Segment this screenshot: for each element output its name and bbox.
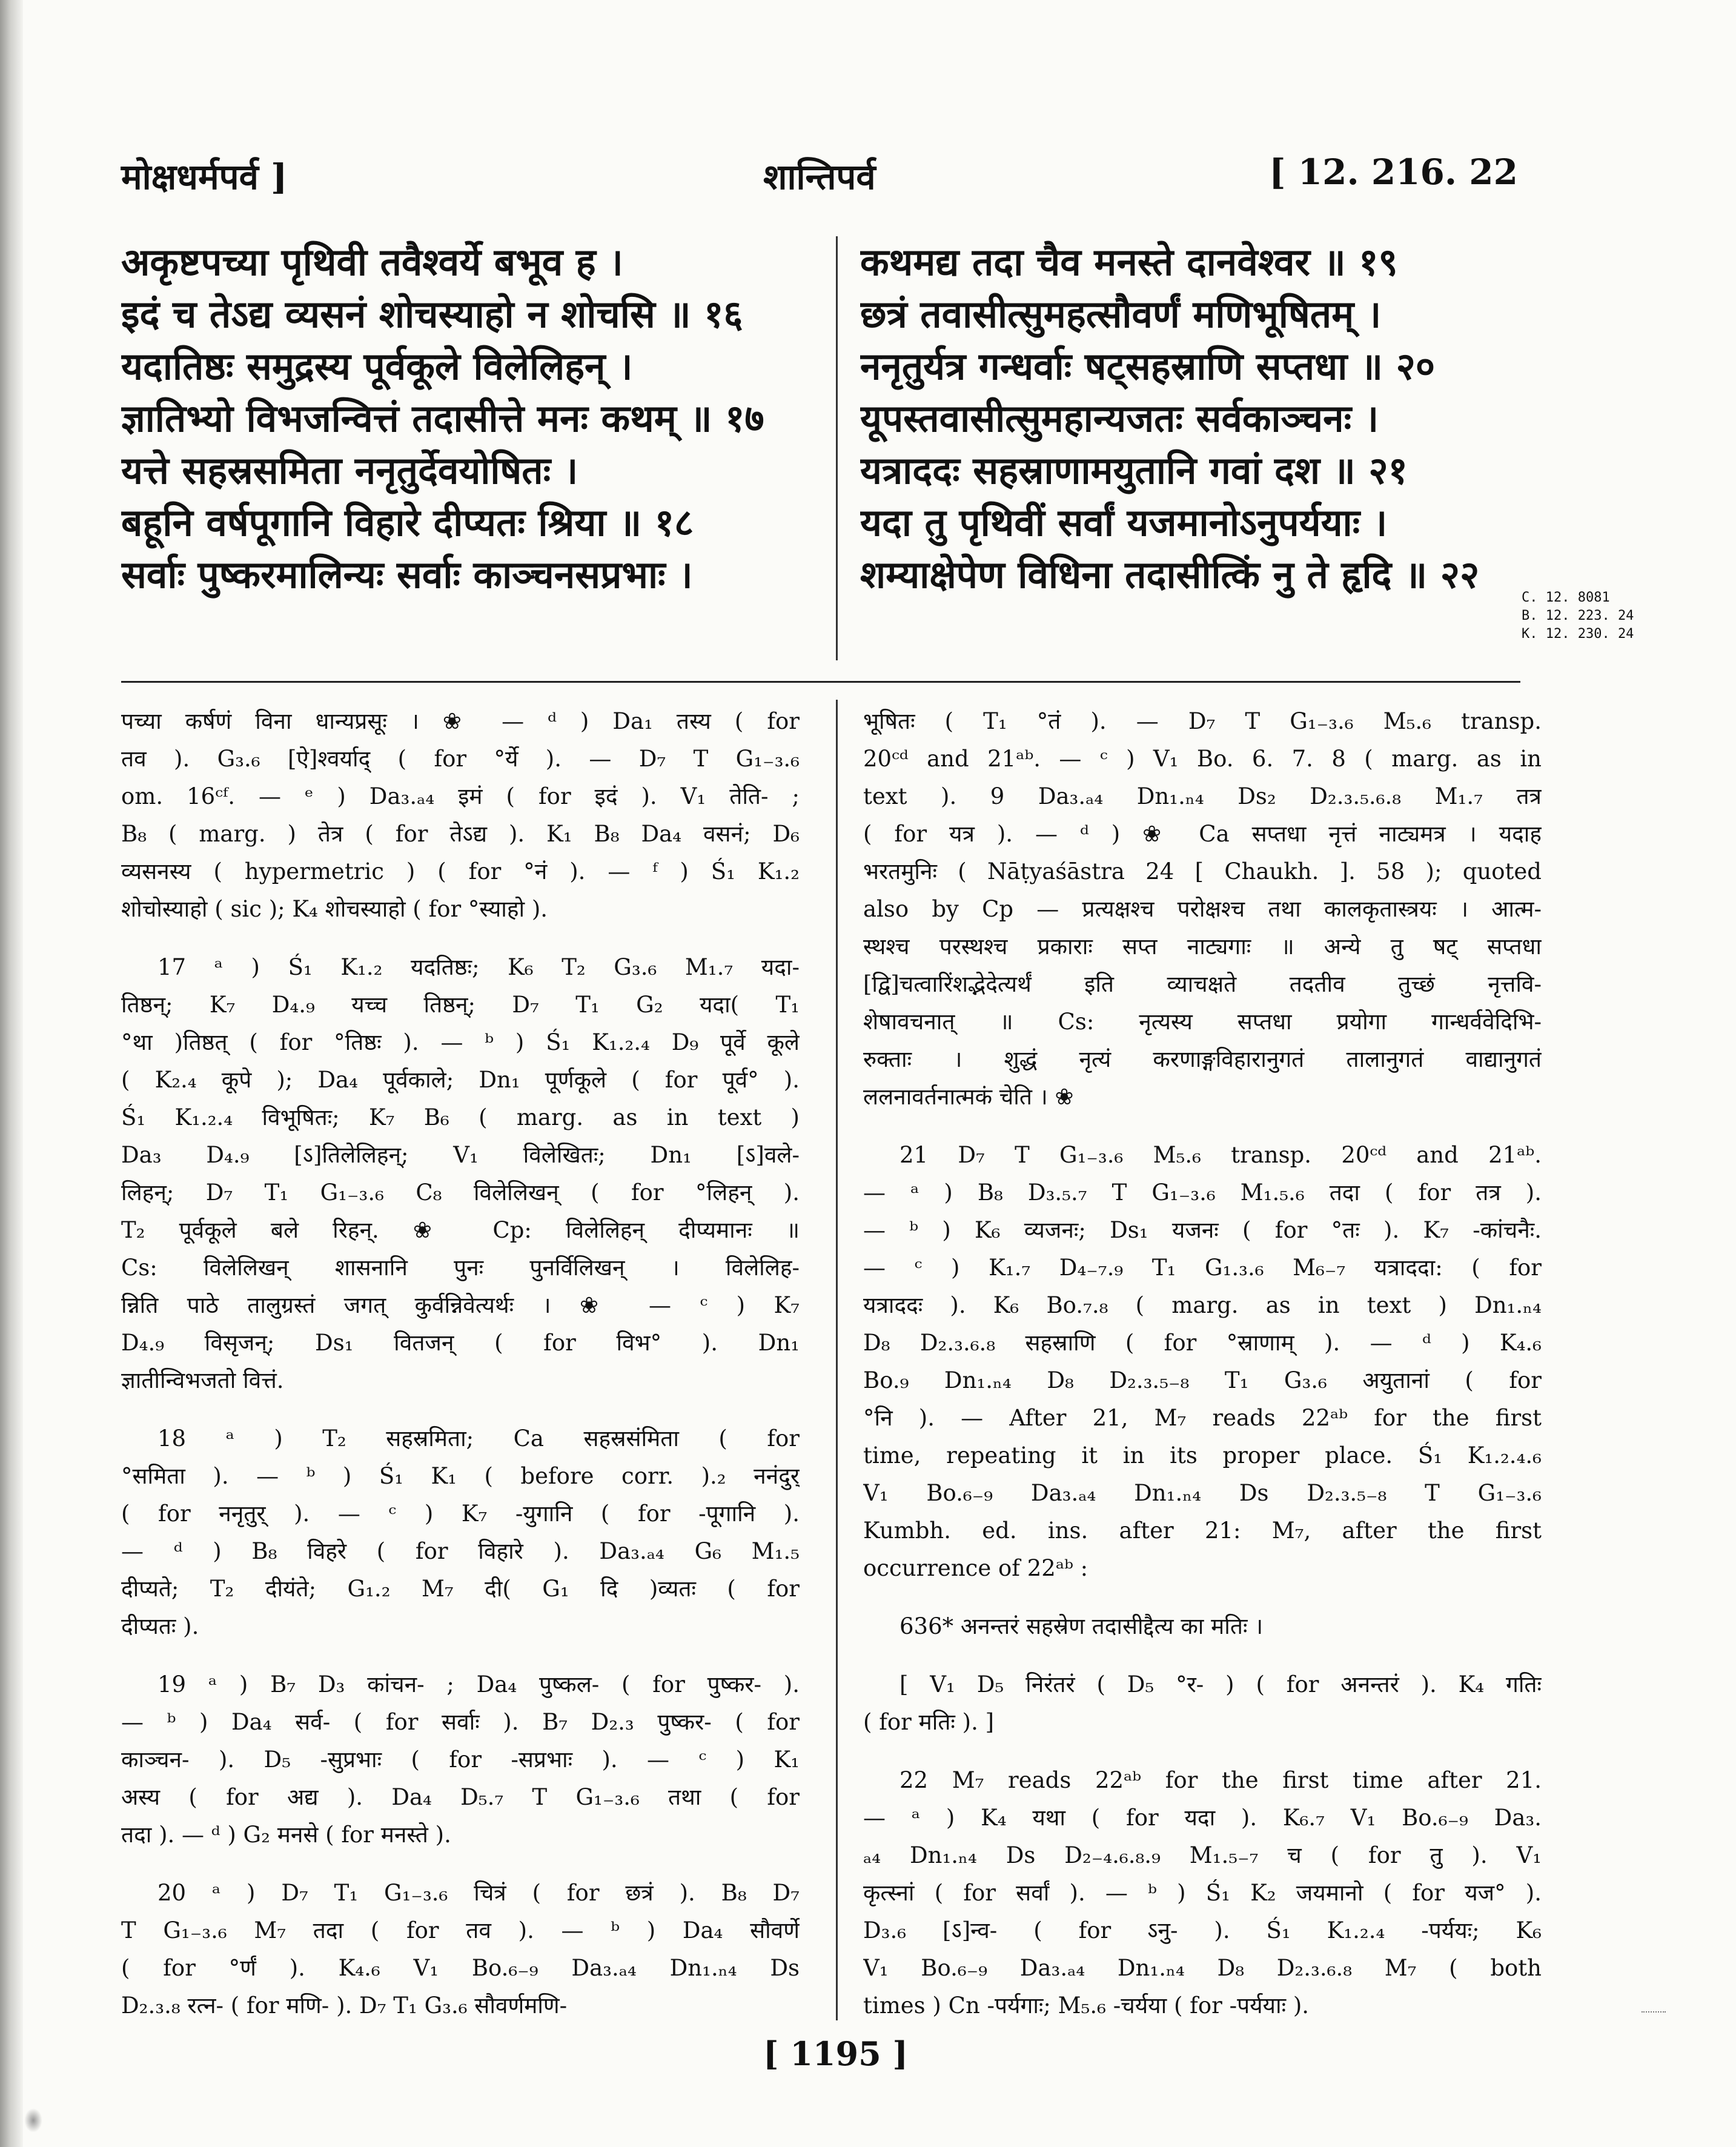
apparatus-line: ललनावर्तनात्मकं चेति । ❀ bbox=[863, 1084, 1074, 1110]
apparatus-column-left bbox=[121, 703, 800, 2045]
running-header-right: [ 12. 216. 22 bbox=[1269, 151, 1518, 193]
apparatus-line: स्थश्च परस्थश्च प्रकाराः सप्त नाट्यगाः ॥ अन्ये तु षट् सप्तधा bbox=[863, 934, 1542, 960]
apparatus-paragraph bbox=[121, 1874, 800, 2025]
apparatus-line: तिष्ठन्; K₇ D₄.₉ यच्च तिष्ठन्; D₇ T₁ G₂ यदा( T₁ bbox=[121, 992, 800, 1018]
apparatus-line: occurrence of 22ᵃᵇ : bbox=[863, 1555, 1088, 1581]
concordance-k: K. 12. 230. 24 bbox=[1522, 626, 1634, 642]
apparatus-paragraph bbox=[121, 703, 800, 928]
apparatus-line: काञ्चन- ). D₅ -सुप्रभाः ( for -सप्रभाः ). — ᶜ ) K₁ bbox=[121, 1747, 800, 1773]
apparatus-line: शोचोस्याहो ( sic ); K₄ शोचस्याहो ( for °स्याहो ). bbox=[121, 896, 548, 922]
verse-column-divider bbox=[836, 236, 838, 660]
apparatus-line: D₈ D₂.₃.₆.₈ सहस्राणि ( for °स्राणाम् ). — ᵈ ) K₄.₆ bbox=[863, 1330, 1542, 1356]
apparatus-paragraph bbox=[863, 1137, 1542, 1587]
apparatus-line: ( for मतिः ). ] bbox=[863, 1709, 995, 1735]
apparatus-line: 19 ᵃ ) B₇ D₃ कांचन- ; Da₄ पुष्कल- ( for पुष्कर- ). bbox=[157, 1671, 800, 1697]
apparatus-line: ( for °र्णं ). K₄.₆ V₁ Bo.₆₋₉ Da₃.ₐ₄ Dn₁.ₙ₄ Ds bbox=[121, 1955, 800, 1981]
apparatus-line: Ś₁ K₁.₂.₄ विभूषितः; K₇ B₆ ( marg. as in text ) bbox=[121, 1104, 800, 1130]
verse-line: यत्ते सहस्रसमिता ननृतुर्देवयोषितः । bbox=[121, 448, 578, 493]
apparatus-line: V₁ Bo.₆₋₉ Da₃.ₐ₄ Dn₁.ₙ₄ Ds D₂.₃.₅₋₈ T G₁₋₃.₆ bbox=[863, 1480, 1542, 1506]
verse-line: यदातिष्ठः समुद्रस्य पूर्वकूले विलेलिहन् । bbox=[121, 344, 633, 388]
apparatus-line: Kumbh. ed. ins. after 21: M₇, after the first bbox=[863, 1518, 1542, 1544]
apparatus-line: [द्वि]चत्वारिंशद्भेदेत्यर्थं इति व्याचक्षते तदतीव तुच्छं नृत्तवि- bbox=[863, 971, 1542, 997]
apparatus-line: पच्या कर्षणं विना धान्यप्रसूः । ❀ — ᵈ ) Da₁ तस्य ( for bbox=[121, 708, 800, 734]
apparatus-paragraph bbox=[121, 949, 800, 1399]
apparatus-line: अस्य ( for अद्य ). Da₄ D₅.₇ T G₁₋₃.₆ तथा ( for bbox=[121, 1784, 800, 1810]
apparatus-line: तदा ). — ᵈ ) G₂ मनसे ( for मनस्ते ). bbox=[121, 1822, 451, 1848]
apparatus-line: T₂ पूर्वकूले बले रिहन्. ❀ Cp: विलेलिहन् दीप्यमानः ॥ bbox=[121, 1217, 800, 1243]
apparatus-line: also by Cp — प्रत्यक्षश्च परोक्षश्च तथा कालकृतास्त्रयः । आत्म- bbox=[863, 896, 1542, 922]
apparatus-line: कृत्स्नां ( for सर्वां ). — ᵇ ) Ś₁ K₂ जयमानो ( for यज° ). bbox=[863, 1880, 1542, 1906]
verse-line: बहूनि वर्षपूगानि विहारे दीप्यतः श्रिया ॥ १८ bbox=[121, 500, 694, 545]
apparatus-line: ( for यत्र ). — ᵈ ) ❀ Ca सप्तधा नृत्तं नाट्यमत्र । यदाह bbox=[863, 821, 1542, 847]
apparatus-line: text ). 9 Da₃.ₐ₄ Dn₁.ₙ₄ Ds₂ D₂.₃.₅.₆.₈ M₁.₇ तत्र bbox=[863, 783, 1542, 809]
apparatus-paragraph bbox=[863, 703, 1542, 1116]
apparatus-line: °था )तिष्ठत् ( for °तिष्ठः ). — ᵇ ) Ś₁ K₁.₂.₄ D₉ पूर्वे कूले bbox=[121, 1029, 800, 1055]
verse-line: शम्याक्षेपेण विधिना तदासीत्किं नु ते हृदि ॥ २२ bbox=[860, 553, 1480, 597]
apparatus-paragraph bbox=[863, 1608, 1542, 1645]
apparatus-line: Cs: विलेलिखन् शासनानि पुनः पुनर्विलिखन् । विलेलिह- bbox=[121, 1255, 800, 1281]
apparatus-line: °नि ). — After 21, M₇ reads 22ᵃᵇ for the first bbox=[863, 1405, 1542, 1431]
apparatus-line: D₂.₃.₈ रत्न- ( for मणि- ). D₇ T₁ G₃.₆ सौवर्णमणि- bbox=[121, 1993, 568, 2019]
apparatus-line: V₁ Bo.₆₋₉ Da₃.ₐ₄ Dn₁.ₙ₄ D₈ D₂.₃.₆.₈ M₇ ( both bbox=[863, 1955, 1542, 1981]
concordance-c: C. 12. 8081 bbox=[1522, 590, 1610, 605]
apparatus-line: om. 16ᶜᶠ. — ᵉ ) Da₃.ₐ₄ इमं ( for इदं ). V₁ तेति- ; bbox=[121, 783, 800, 809]
verse-line: ज्ञातिभ्यो विभजन्वित्तं तदासीत्ते मनः कथम् ॥ १७ bbox=[121, 396, 764, 440]
apparatus-line: भूषितः ( T₁ °तं ). — D₇ T G₁₋₃.₆ M₅.₆ transp. bbox=[863, 708, 1542, 734]
apparatus-line: दीप्यतः ). bbox=[121, 1613, 199, 1639]
verse-line: यदा तु पृथिवीं सर्वां यजमानोऽनुपर्ययाः । bbox=[860, 500, 1388, 545]
apparatus-line: — ᶜ ) K₁.₇ D₄₋₇.₉ T₁ G₁.₃.₆ M₆₋₇ यत्राददा: ( for bbox=[863, 1255, 1542, 1281]
running-header-left: मोक्षधर्मपर्व ] bbox=[121, 156, 288, 197]
apparatus-line: 17 ᵃ ) Ś₁ K₁.₂ यदतिष्ठः; K₆ T₂ G₃.₆ M₁.₇ यदा- bbox=[157, 954, 800, 980]
apparatus-line: ( for ननृतुर् ). — ᶜ ) K₇ -युगानि ( for -पूगानि ). bbox=[121, 1501, 800, 1527]
apparatus-paragraph bbox=[121, 1420, 800, 1645]
verse-line: ननृतुर्यत्र गन्धर्वाः षट्सहस्राणि सप्तधा ॥ २० bbox=[860, 344, 1436, 388]
apparatus-line: B₈ ( marg. ) तेत्र ( for तेऽद्य ). K₁ B₈ Da₄ वसनं; D₆ bbox=[121, 821, 800, 847]
verse-line: कथमद्य तदा चैव मनस्ते दानवेश्वर ॥ १९ bbox=[860, 240, 1398, 284]
running-header-center: शान्तिपर्व bbox=[763, 156, 876, 197]
verse-line: सर्वाः पुष्करमालिन्यः सर्वाः काञ्चनसप्रभाः । bbox=[121, 553, 693, 597]
apparatus-column-right bbox=[863, 703, 1542, 2045]
apparatus-line: — ᵃ ) B₈ D₃.₅.₇ T G₁₋₃.₆ M₁.₅.₆ तदा ( for तत्र ). bbox=[863, 1180, 1542, 1206]
verse-column-left bbox=[121, 236, 824, 601]
apparatus-line: time, repeating it in its proper place. Ś₁ K₁.₂.₄.₆ bbox=[863, 1442, 1542, 1468]
scan-speck bbox=[24, 2108, 42, 2132]
apparatus-line: — ᵇ ) Da₄ सर्व- ( for सर्वाः ). B₇ D₂.₃ पुष्कर- ( for bbox=[121, 1709, 800, 1735]
apparatus-line: ( K₂.₄ कूपे ); Da₄ पूर्वकाले; Dn₁ पूर्णकूले ( for पूर्व° ). bbox=[121, 1067, 800, 1093]
apparatus-line: रुक्ताः । शुद्धं नृत्यं करणाङ्गविहारानुगतं तालानुगतं वाद्यानुगतं bbox=[863, 1046, 1542, 1072]
verse-line: इदं च तेऽद्य व्यसनं शोचस्याहो न शोचसि ॥ १६ bbox=[121, 292, 743, 336]
apparatus-line: व्यसनस्य ( hypermetric ) ( for °नं ). — ᶠ ) Ś₁ K₁.₂ bbox=[121, 858, 800, 884]
verse-line: अकृष्टपच्या पृथिवी तवैश्वर्ये बभूव ह । bbox=[121, 240, 623, 284]
apparatus-line: °समिता ). — ᵇ ) Ś₁ K₁ ( before corr. ).₂ ननंदुर् bbox=[121, 1463, 800, 1489]
page-number: [ 1195 ] bbox=[763, 2034, 908, 2073]
apparatus-line: दीप्यते; T₂ दीयंते; G₁.₂ M₇ दी( G₁ दि )व्यतः ( for bbox=[121, 1576, 800, 1602]
horizontal-rule bbox=[121, 681, 1520, 683]
apparatus-line: Da₃ D₄.₉ [ऽ]तिलेलिहन्; V₁ विलेखितः; Dn₁ [ऽ]वले- bbox=[121, 1142, 800, 1168]
apparatus-paragraph bbox=[863, 1666, 1542, 1741]
apparatus-line: [ V₁ D₅ निरंतरं ( D₅ °र- ) ( for अनन्तरं ). K₄ गतिः bbox=[899, 1671, 1542, 1697]
concordance-references bbox=[1522, 589, 1634, 643]
apparatus-line: शेषावचनात् ॥ Cs: नृत्यस्य सप्तधा प्रयोगा गान्धर्ववेदिभि- bbox=[863, 1009, 1542, 1035]
apparatus-line: 20 ᵃ ) D₇ T₁ G₁₋₃.₆ चित्रं ( for छत्रं ). B₈ D₇ bbox=[157, 1880, 800, 1906]
concordance-b: B. 12. 223. 24 bbox=[1522, 608, 1634, 623]
apparatus-paragraph bbox=[121, 1666, 800, 1854]
apparatus-line: Bo.₉ Dn₁.ₙ₄ D₈ D₂.₃.₅₋₈ T₁ G₃.₆ अयुतानां ( for bbox=[863, 1367, 1542, 1393]
verse-column-right bbox=[860, 236, 1563, 601]
apparatus-line: तव ). G₃.₆ [ऐ]श्वर्याद् ( for °र्ये ). — D₇ T G₁₋₃.₆ bbox=[121, 746, 800, 772]
apparatus-line: D₄.₉ विसृजन्; Ds₁ वितजन् ( for विभ° ). Dn₁ bbox=[121, 1330, 800, 1356]
verse-line: यत्राददः सहस्राणामयुतानि गवां दश ॥ २१ bbox=[860, 448, 1408, 493]
apparatus-line: 22 M₇ reads 22ᵃᵇ for the first time after 21. bbox=[899, 1767, 1542, 1793]
apparatus-line: 18 ᵃ ) T₂ सहस्रमिता; Ca सहस्रसंमिता ( for bbox=[157, 1425, 800, 1452]
apparatus-line: — ᵈ ) B₈ विहरे ( for विहारे ). Da₃.ₐ₄ G₆ M₁.₅ bbox=[121, 1538, 800, 1564]
verse-line: यूपस्तवासीत्सुमहान्यजतः सर्वकाञ्चनः । bbox=[860, 396, 1379, 440]
apparatus-line: ज्ञातीन्विभजतो वित्तं. bbox=[121, 1367, 284, 1393]
apparatus-line: T G₁₋₃.₆ M₇ तदा ( for तव ). — ᵇ ) Da₄ सौवर्णे bbox=[121, 1917, 800, 1943]
apparatus-line: times ) Cn -पर्यगाः; M₅.₆ -चर्यया ( for -पर्ययाः ). bbox=[863, 1993, 1310, 2019]
scan-edge-shadow bbox=[0, 0, 23, 2147]
apparatus-line: 636* अनन्तरं सहस्रेण तदासीद्दैत्य का मतिः । bbox=[899, 1613, 1264, 1639]
apparatus-line: 21 D₇ T G₁₋₃.₆ M₅.₆ transp. 20ᶜᵈ and 21ᵃᵇ. bbox=[899, 1142, 1542, 1168]
apparatus-line: D₃.₆ [ऽ]न्व- ( for ऽनु- ). Ś₁ K₁.₂.₄ -पर्ययः; K₆ bbox=[863, 1917, 1542, 1943]
apparatus-line: यत्राददः ). K₆ Bo.₇.₈ ( marg. as in text ) Dn₁.ₙ₄ bbox=[863, 1292, 1542, 1318]
apparatus-paragraph bbox=[863, 1762, 1542, 2025]
scan-mark bbox=[1642, 2011, 1666, 2016]
apparatus-line: न्निति पाठे तालुग्रस्तं जगत् कुर्वन्निवेत्यर्थः । ❀ — ᶜ ) K₇ bbox=[121, 1292, 800, 1318]
apparatus-line: — ᵇ ) K₆ व्यजनः; Ds₁ यजनः ( for °तः ). K₇ -कांचनैः. bbox=[863, 1217, 1542, 1243]
apparatus-line: ₐ₄ Dn₁.ₙ₄ Ds D₂₋₄.₆.₈.₉ M₁.₅₋₇ च ( for तु ). V₁ bbox=[863, 1842, 1542, 1868]
apparatus-column-divider bbox=[836, 700, 838, 2020]
apparatus-line: भरतमुनिः ( Nāṭyaśāstra 24 [ Chaukh. ]. 58 ); quoted bbox=[863, 858, 1542, 884]
verse-line: छत्रं तवासीत्सुमहत्सौवर्णं मणिभूषितम् । bbox=[860, 292, 1382, 336]
apparatus-line: लिहन्; D₇ T₁ G₁₋₃.₆ C₈ विलेलिखन् ( for °लिहन् ). bbox=[121, 1180, 800, 1206]
apparatus-line: — ᵃ ) K₄ यथा ( for यदा ). K₆.₇ V₁ Bo.₆₋₉ Da₃. bbox=[863, 1805, 1542, 1831]
apparatus-line: 20ᶜᵈ and 21ᵃᵇ. — ᶜ ) V₁ Bo. 6. 7. 8 ( marg. as in bbox=[863, 746, 1542, 772]
